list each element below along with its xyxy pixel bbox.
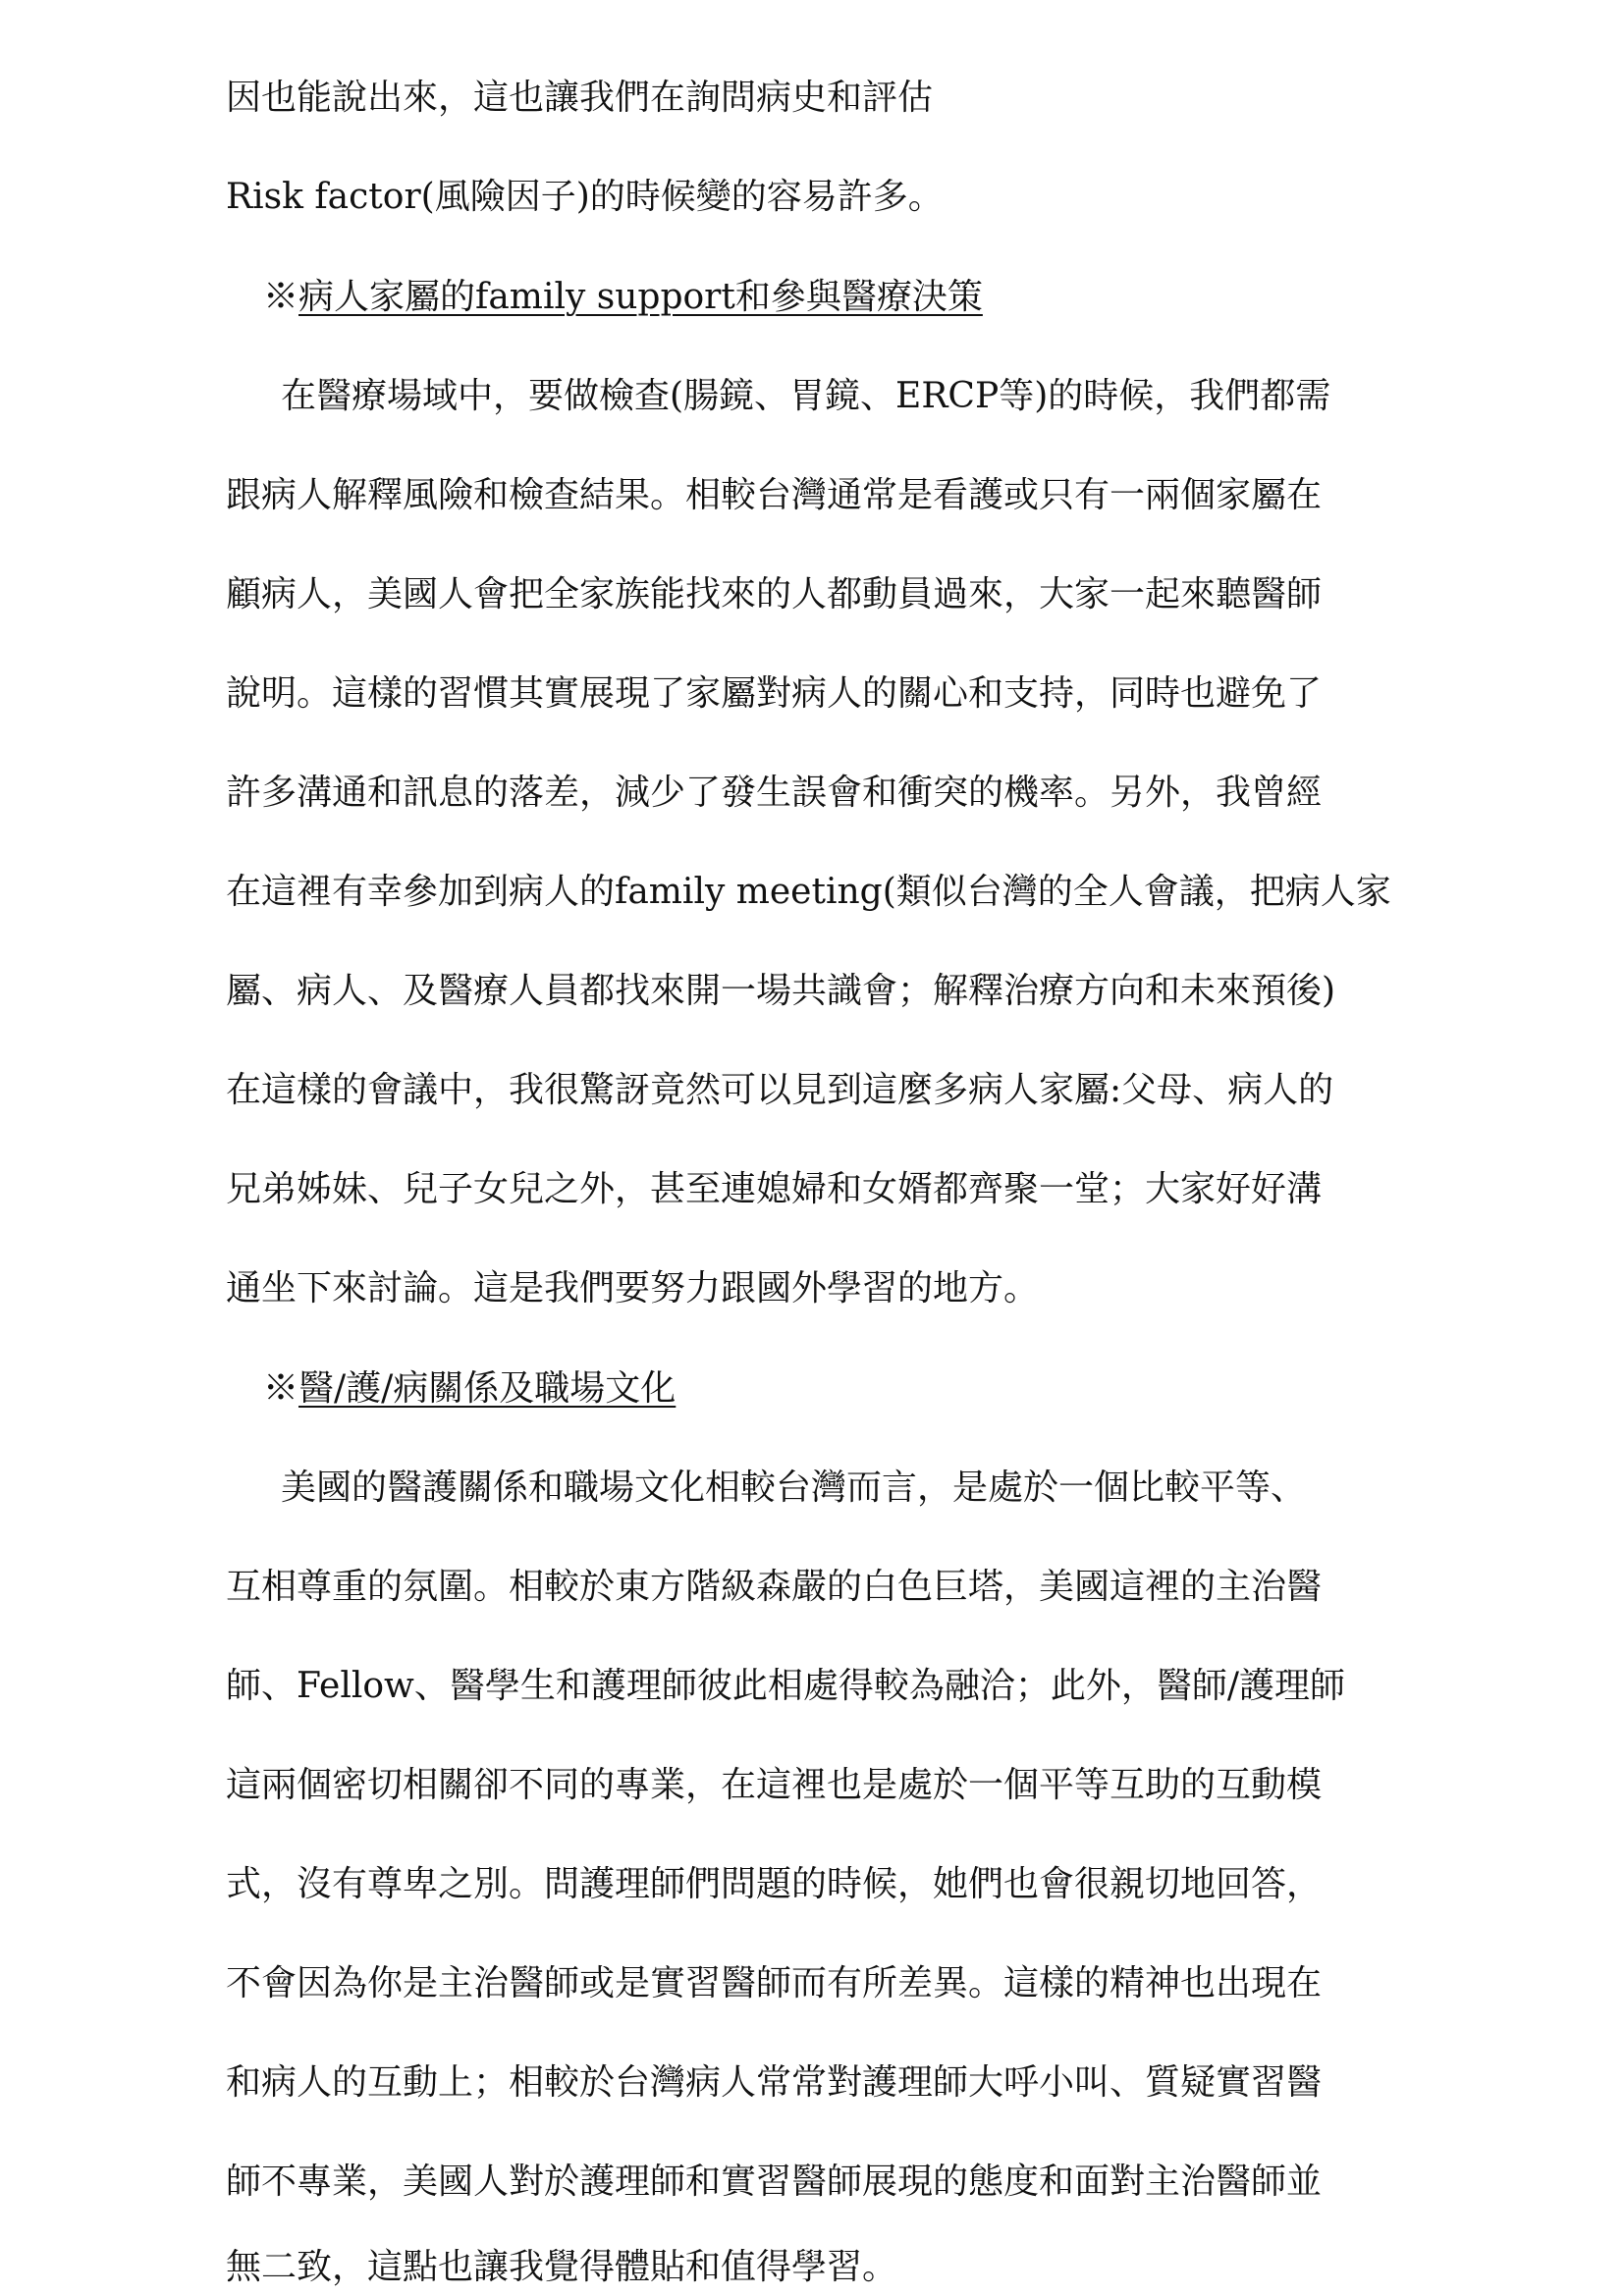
paragraph-first-line: 美國的醫護關係和職場文化相較台灣而言，是處於一個比較平等、 (281, 1468, 1307, 1508)
body-text-line: 這兩個密切相關卻不同的專業，在這裡也是處於一個平等互助的互動模 (226, 1765, 1323, 1805)
body-text-line: 在這樣的會議中，我很驚訝竟然可以見到這麼多病人家屬:父母、病人的 (226, 1070, 1334, 1110)
body-text-line: 無二致，這點也讓我覺得體貼和值得學習。 (226, 2247, 898, 2287)
section-heading (263, 274, 983, 321)
body-text-line: 和病人的互動上；相較於台灣病人常常對護理師大呼小叫、質疑實習醫 (226, 2062, 1323, 2103)
body-text-line: 屬、病人、及醫療人員都找來開一場共識會；解釋治療方向和未來預後) (226, 971, 1336, 1011)
paragraph-first-line: 在醫療場域中，要做檢查(腸鏡、胃鏡、ERCP等)的時候，我們都需 (281, 376, 1331, 416)
body-text-line: Risk factor(風險因子)的時候變的容易許多。 (226, 177, 944, 217)
body-text-line: 師不專業，美國人對於護理師和實習醫師展現的態度和面對主治醫師並 (226, 2162, 1323, 2202)
section-title: 病人家屬的family support和參與醫療決策 (298, 277, 983, 317)
section-title: 醫/護/病關係及職場文化 (298, 1368, 677, 1409)
body-text-line: 不會因為你是主治醫師或是實習醫師而有所差異。這樣的精神也出現在 (226, 1963, 1323, 2003)
reference-mark: ※ (263, 277, 299, 317)
section-heading (263, 1365, 676, 1413)
body-text-line: 許多溝通和訊息的落差，減少了發生誤會和衝突的機率。另外，我曾經 (226, 773, 1323, 813)
reference-mark: ※ (263, 1368, 299, 1409)
body-text-line: 在這裡有幸參加到病人的family meeting(類似台灣的全人會議，把病人家 (226, 872, 1391, 912)
body-text-line: 跟病人解釋風險和檢查結果。相較台灣通常是看護或只有一兩個家屬在 (226, 475, 1323, 515)
body-text-line: 兄弟姊妹、兒子女兒之外，甚至連媳婦和女婿都齊聚一堂；大家好好溝 (226, 1169, 1323, 1209)
body-text-line: 通坐下來討論。這是我們要努力跟國外學習的地方。 (226, 1268, 1040, 1308)
body-text-line: 師、Fellow、醫學生和護理師彼此相處得較為融洽；此外，醫師/護理師 (226, 1666, 1345, 1706)
body-text-line: 顧病人，美國人會把全家族能找來的人都動員過來，大家一起來聽醫師 (226, 574, 1323, 614)
body-text-line: 說明。這樣的習慣其實展現了家屬對病人的關心和支持，同時也避免了 (226, 673, 1323, 714)
body-text-line: 因也能說出來，這也讓我們在詢問病史和評估 (226, 78, 934, 118)
body-text-line: 式，沒有尊卑之別。問護理師們問題的時候，她們也會很親切地回答， (226, 1864, 1323, 1904)
body-text-line: 互相尊重的氛圍。相較於東方階級森嚴的白色巨塔，美國這裡的主治醫 (226, 1567, 1323, 1607)
